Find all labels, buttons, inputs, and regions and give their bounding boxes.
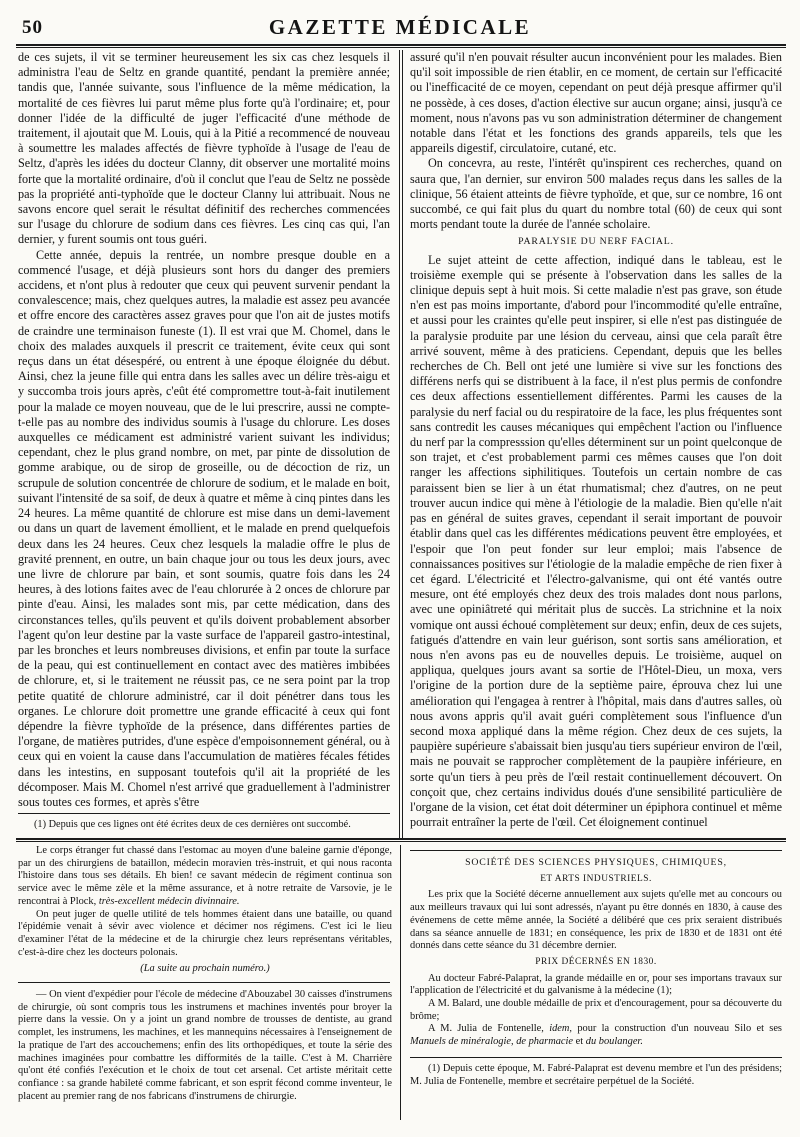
footnote-rule: [18, 813, 390, 814]
prize-item: A M. Balard, une double médaille de prix et d'encouragement, pour sa découverte du brôme;: [410, 998, 782, 1022]
paragraph: [18, 845, 392, 909]
column-divider-upper: [399, 50, 400, 838]
section-separator: [16, 838, 786, 840]
italic-phrase: très-excellent médecin divinnaire.: [98, 895, 240, 907]
article-column-left: [18, 50, 390, 810]
article-column-lower-right: [410, 845, 782, 1115]
footnote: (1) Depuis cette époque, M. Fabré-Palaprat est devenu membre et l'un des présidens; M. Julia de Fontenelle, membre et secrétaire perpétuel de la Société.: [410, 1062, 782, 1087]
column-divider-upper-2: [402, 50, 403, 838]
prizes-heading: PRIX DÉCERNÉS EN 1830.: [535, 956, 657, 967]
italic-phrase: du boulanger.: [585, 1036, 643, 1048]
section-heading: PARALYSIE DU NERF FACIAL.: [518, 236, 674, 248]
paragraph: Le sujet atteint de cette affection, indiqué dans le tableau, est le troisième exemple qui se présente à l'observation dans les salles de la clinique depuis sept à huit mois. Si cette maladie n'est pas grave, son étude n'en est pas moins importante, d'abord pour l'incommodité qu'elle entraîne, et aussi pour les craintes qu'elle peut inspirer, si elle n'est pas distinguée de la paralysie produite par une lésion du cerveau, ainsi que cela paraît être arrivé souvent, même à des praticiens. Cependant, depuis que les belles recherches de Ch. Bell ont jeté une lumière si vive sur les fonctions des différens nerfs qui se distribuent à la face, il n'est plus permis de confondre ces deux affections essentiellement différentes. Parmi les causes de la paralysie du nerf facial ou du respiratoire de la face, les plus fréquentes sont sans contredit les causes mécaniques qui empêchent l'action ou l'influence du nerf par la compresssion qu'elles déterminent sur un point quelconque de son trajet, et c'est probablement parmi ces mêmes causes que l'on doit ranger les affections siphilitiques. Toutefois un certain nombre de cas paraissent bien se lier à un état rhumatismal; chez d'autres, on ne peut trouver aucun indice qui mène à l'étiologie de la maladie. Bien qu'elle n'ait pas en général de suites graves, cependant il serait important de pouvoir établir dans quel cas les différentes médications peuvent être employées, et l'espoir que l'on peut fonder sur leur emploi; mais l'absence de connaissances positives sur l'étiologie de la maladie empêche de rien fixer à cet égard. L'électricité et l'électro-galvanisme, qui ont été vantés outre mesure, ont été employés chez deux des trois malades dont nous parlons, avec une opiniâtreté qui méritait plus de succès. La strichnine et la noix vomique ont aussi échoué complètement sur deux; enfin, deux de ces sujets, fatigués d'attendre en vain leur guérison, sont sortis sans amélioration, et nous n'en avons pas eu de nouvelles depuis. Le troisième, auquel on appliqua, quelques jours avant sa sortie de l'Hôtel-Dieu, un moxa, vers l'origine de la portion dure de la septième paire, éprouva chez lui une amélioration qui l'engagea à rentrer à l'hôpital, mais dans d'autres salles, où nous avons appris qu'il avait guéri complètement sous l'influence d'un second moxa appliqué dans la même région. Chez deux de ces sujets, la paupière supérieure s'abaissait bien jusqu'au tiers supérieur environ de l'œil, mais ne pouvait se rapprocher complètement de la paupière inférieure, en sorte qu'un tiers à peu près de l'œil restait continuellement découvert. On conçoit que, chez certains individus doués d'une sensibilité particulière de l'organe de la vision, cet état doit déterminer un épiphora continuel et même pourrait entraîner la perte de l'œil. Cet éloignement continuel: [410, 252, 782, 830]
paragraph: de ces sujets, il vit se terminer heureusement les six cas chez lesquels il administra l'eau de Seltz en grande quantité, pendant la première année; tandis que, l'année suivante, sous l'influence de la même médication, la mortalité de ces fièvres lui parut même plus forte qu'à l'ordinaire; et, pour donner l'idée de la difficulté de juger l'efficacité d'une méthode de traitement, il ajoutait que M. Louis, qui à la Pitié a recommencé de nouveau à soumettre les malades affectés de fièvre typhoïde à l'usage de l'eau de Seltz, d'après les idées du docteur Clanny, dit observer une mortalité moins forte que la mortalité ordinaire, d'où il conclut que l'eau de Seltz ne possède pas la propriété anti-typhoïde que le docteur Clanny lui attribuait. Nous ne savons encore quel serait le résultat définitif des recherches commencées sur l'usage du chlorure de sodium dans ces fièvres. Les cinq cas qui, l'an dernier, y furent soumis ont tous guéri.: [18, 50, 390, 247]
italic-phrase: Manuels de minéralogie, de pharmacie: [410, 1036, 574, 1048]
paragraph-text: Le corps étranger fut chassé dans l'estomac au moyen d'une baleine garnie d'éponge, par un des chirurgiens de bataillon, médecin moravien très-instruit, et qui nous raconta l'histoire dans tous ses détails. Eh bien! ce savant médecin de régiment continua son service avec le même zèle et la même assurance, et à notre retraite de Varsovie, je le rencontrai à Plock,: [18, 845, 392, 907]
section-separator-thin: [16, 841, 786, 842]
masthead-title: GAZETTE MÉDICALE: [268, 15, 532, 39]
prize-item: [410, 1023, 782, 1048]
prize-text: A M. Julia de Fontenelle,: [428, 1023, 544, 1035]
paragraph: On peut juger de quelle utilité de tels hommes étaient dans une bataille, ou quand l'épidémie venait à sévir avec violence et décimer nos régimens. C'est ici le lieu d'examiner l'état de la médecine et de la chirurgie chez leurs représentans véritables, c'est-à-dire chez les docteurs polonais.: [18, 908, 392, 958]
society-subtitle: ET ARTS INDUSTRIELS.: [540, 873, 652, 884]
paragraph: Les prix que la Société décerne annuellement aux sujets qu'elle met au concours ou aux meilleurs travaux qui lui sont adressés, n'ayant pu être donnés en 1830, à cause des événemens de cette même année, la Société a délibéré que ces prix seraient distribués dans sa séance annuelle de 1831; en conséquence, les prix de 1830 et de 1831 ont été donnés dans cette séance du 31 décembre dernier.: [410, 889, 782, 952]
header-rule-top: [16, 44, 786, 46]
article-column-right: [410, 50, 782, 836]
footnote-rule: [410, 1057, 782, 1058]
prize-text: et: [575, 1036, 584, 1048]
column-divider-lower: [400, 845, 401, 1120]
society-title: SOCIÉTÉ DES SCIENCES PHYSIQUES, CHIMIQUES,: [465, 857, 727, 868]
news-item: — On vient d'expédier pour l'école de médecine d'Abouzabel 30 caisses d'instrumens de chirurgie, où sont compris tous les instrumens et machines inventés pour broyer la pierre dans la vessie. On y a joint un grand nombre de trousses de dentiste, au grand complet, les instrumens, les machines, et les mannequins nécessaires à l'enseignement de la pratique de l'art des accouchemens; enfin des lits orthopédiques, et toute la série des machines imaginées pour combattre les difformités de la taille. C'est à M. Charrière qu'ont été confiés l'exécution et le choix de tout cet arsenal. Cet artiste méritait cette confiance : sa grande habileté comme fabricant, et son esprit fécond comme inventeur, le placent au premier rang de nos fabricans d'instrumens de chirurgie.: [18, 989, 392, 1102]
divider: [410, 850, 782, 851]
article-column-lower-left: [18, 845, 392, 1107]
italic-phrase: idem,: [549, 1023, 572, 1035]
continuation-note: (La suite au prochain numéro.): [140, 963, 270, 975]
divider: [18, 982, 390, 983]
prize-text: pour la construction d'un nouveau Silo et ses: [577, 1023, 782, 1035]
page-number: 50: [22, 17, 43, 38]
prize-item: Au docteur Fabré-Palaprat, la grande médaille en or, pour ses importans travaux sur l'application de l'électricité et du galvanisme à la médecine (1);: [410, 972, 782, 997]
paragraph: Cette année, depuis la rentrée, un nombre presque double en a commencé l'usage, et déjà plusieurs sont hors du danger des premiers accidens, et n'ont plus à redouter que ceux qui peuvent survenir pendant la convalescence; mais, chez quelques autres, la maladie est assez peu avancée et offre encore des caractères assez graves pour que l'on ait de justes motifs de craindre une terminaison funeste (1). Il est vrai que M. Chomel, dans le choix des malades auxquels il prescrit ce traitement, évite ceux qui sont reçus dans un état désespéré, ou entrent à une époque éloignée du début. Ainsi, chez la jeune fille qui entra dans les salles avec un délire très-aigu et y succomba trois jours après, c'eût été compromettre tout-à-fait inutilement pour la malade ce moyen nouveau, que de le lui prescrire, aussi ne compte-t-elle pas au nombre des individus soumis à l'usage du chlorure. Les doses auxquelles ce médicament est administré varient suivant les individus; cependant, chez le plus grand nombre, on met, par pinte de dissolution de gomme arabique, ou de sirop de groseille, ou de décoction de riz, un scrupule de solution concentrée de chlorure de sodium, et le malade en boit, suivant l'intensité de sa soif, de deux à quatre et même à cinq pintes dans les 24 heures. La même quantité de chlorure est mise dans un demi-lavement ou dans un quart de lavement émollient, et le malade en prend quelquefois deux dans les 24 heures. Ceux chez lesquels la maladie offre le plus de gravité prennent, en outre, un bain chaque jour ou tous les deux jours, avec une livre de chlorure par bain, et sont soumis, quatre fois dans les 24 heures, à des lotions faites avec de l'eau chlorurée à 2 onces de chlorure par pinte d'eau. Ainsi, les malades sont mis, par cette médication, dans des circonstances telles, qu'ils peuvent et qu'ils doivent probablement absorber l'agent qu'on leur destine par la vaste surface de l'appareil gastro-intestinal, par les bronches et leurs nombreuses divisions, et enfin par toute la surface de la peau, qui est continuellement en contact avec des matières imbibées de chlorure, et, si le traitement ne réussit pas, ce ne sera point par la trop petite quatité de chlorure administré, car il doit pénétrer dans tous les organes. Le chlorure doit promettre une grande efficacité à ceux qui font dépendre la fièvre typhoïde de la présence, dans différentes parties de l'organe, de matières putrides, d'une espèce d'empoisonnement général, ou à ceux qui en voient la cause dans l'accumulation de matières fécales fétides dans les intestins, en supposant toutefois qu'il ait la propriété de les décomposer. Mais M. Chomel n'est arrivé que graduellement à l'administrer sous toutes ces formes, et après s'être: [18, 247, 390, 809]
paragraph: assuré qu'il n'en pouvait résulter aucun inconvénient pour les malades. Bien qu'il soit impossible de rien établir, en ce moment, de certain sur l'efficacité ou l'inefficacité de ce moyen, cependant on peut déjà presque affirmer qu'il ne possède, à ces doses, d'action élective sur aucun organe; ainsi, jusqu'à ce moment, nous n'avons pas vu son administration déterminer de changement notable dans l'état et les fonctions des grands appareils, tels que les appareils digestif, circulatoire, cutané, etc.: [410, 50, 782, 156]
footnote: (1) Depuis que ces lignes ont été écrites deux de ces dernières ont succombé.: [34, 819, 351, 830]
header-rule-bottom: [16, 47, 786, 48]
paragraph: On concevra, au reste, l'intérêt qu'inspirent ces recherches, quand on saura que, l'an dernier, sur environ 500 malades reçus dans les salles de la clinique, 56 étaient atteints de fièvre typhoïde, et que, sur ce nombre, 16 ont succombé, ce qui fait plus du quart du nombre total (60) de ceux qui sont morts pendant toute la durée de l'année scholaire.: [410, 156, 782, 232]
